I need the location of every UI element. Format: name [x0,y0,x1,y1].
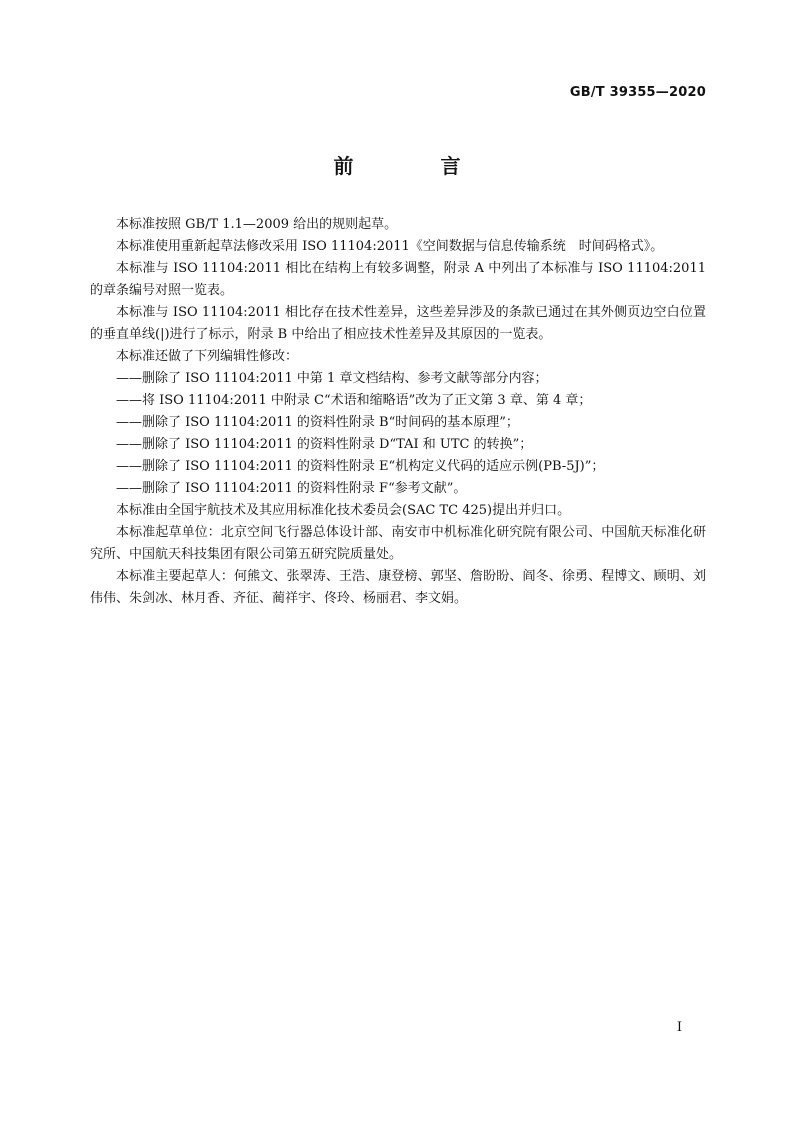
editorial-change-item: ——删除了 ISO 11104:2011 中第 1 章文档结构、参考文献等部分内容； [116,371,548,386]
paragraph-proposer: 本标准由全国宇航技术及其应用标准化技术委员会(SAC TC 425)提出并归口。 [116,503,571,518]
paragraph-structure-changes: 本标准与 ISO 11104:2011 相比在结构上有较多调整，附录 A 中列出了本标准与 ISO 11104:2011 的章条编号对照一览表。 [90,261,706,298]
editorial-change-item: ——删除了 ISO 11104:2011 的资料性附录 E“机构定义代码的适应示例(PB-5J)”； [116,459,605,474]
standard-code-header: GB/T 39355—2020 [569,85,706,100]
paragraph-editorial-intro: 本标准还做了下列编辑性修改： [116,349,299,364]
editorial-change-item: ——删除了 ISO 11104:2011 的资料性附录 D“TAI 和 UTC 的转换”； [116,437,533,452]
foreword-body [90,214,706,610]
editorial-change-item: ——删除了 ISO 11104:2011 的资料性附录 F“参考文献”。 [116,481,467,496]
paragraph-drafters: 本标准主要起草人：何熊文、张翠涛、王浩、康登榜、郭坚、詹盼盼、阎冬、徐勇、程博文、顾明、刘伟伟、朱剑冰、林月香、齐征、蔺祥宇、佟玲、杨丽君、李文娟。 [90,569,706,606]
paragraph-adoption: 本标准使用重新起草法修改采用 ISO 11104:2011《空间数据与信息传输系统 时间码格式》。 [116,239,664,254]
editorial-change-item: ——删除了 ISO 11104:2011 的资料性附录 B“时间码的基本原理”； [116,415,519,430]
paragraph-technical-differences: 本标准与 ISO 11104:2011 相比存在技术性差异，这些差异涉及的条款已通过在其外侧页边空白位置的垂直单线(|)进行了标示，附录 B 中给出了相应技术性差异及其原因的一览表。 [90,305,706,342]
page-title: 前 言 [333,154,501,178]
editorial-change-item: ——将 ISO 11104:2011 中附录 C“术语和缩略语”改为了正文第 3 章、第 4 章； [116,393,592,408]
page-number: I [676,1020,682,1035]
paragraph-drafting-rules: 本标准按照 GB/T 1.1—2009 给出的规则起草。 [116,217,398,232]
paragraph-drafting-units: 本标准起草单位：北京空间飞行器总体设计部、南安市中机标准化研究院有限公司、中国航天标准化研究所、中国航天科技集团有限公司第五研究院质量处。 [90,525,706,562]
